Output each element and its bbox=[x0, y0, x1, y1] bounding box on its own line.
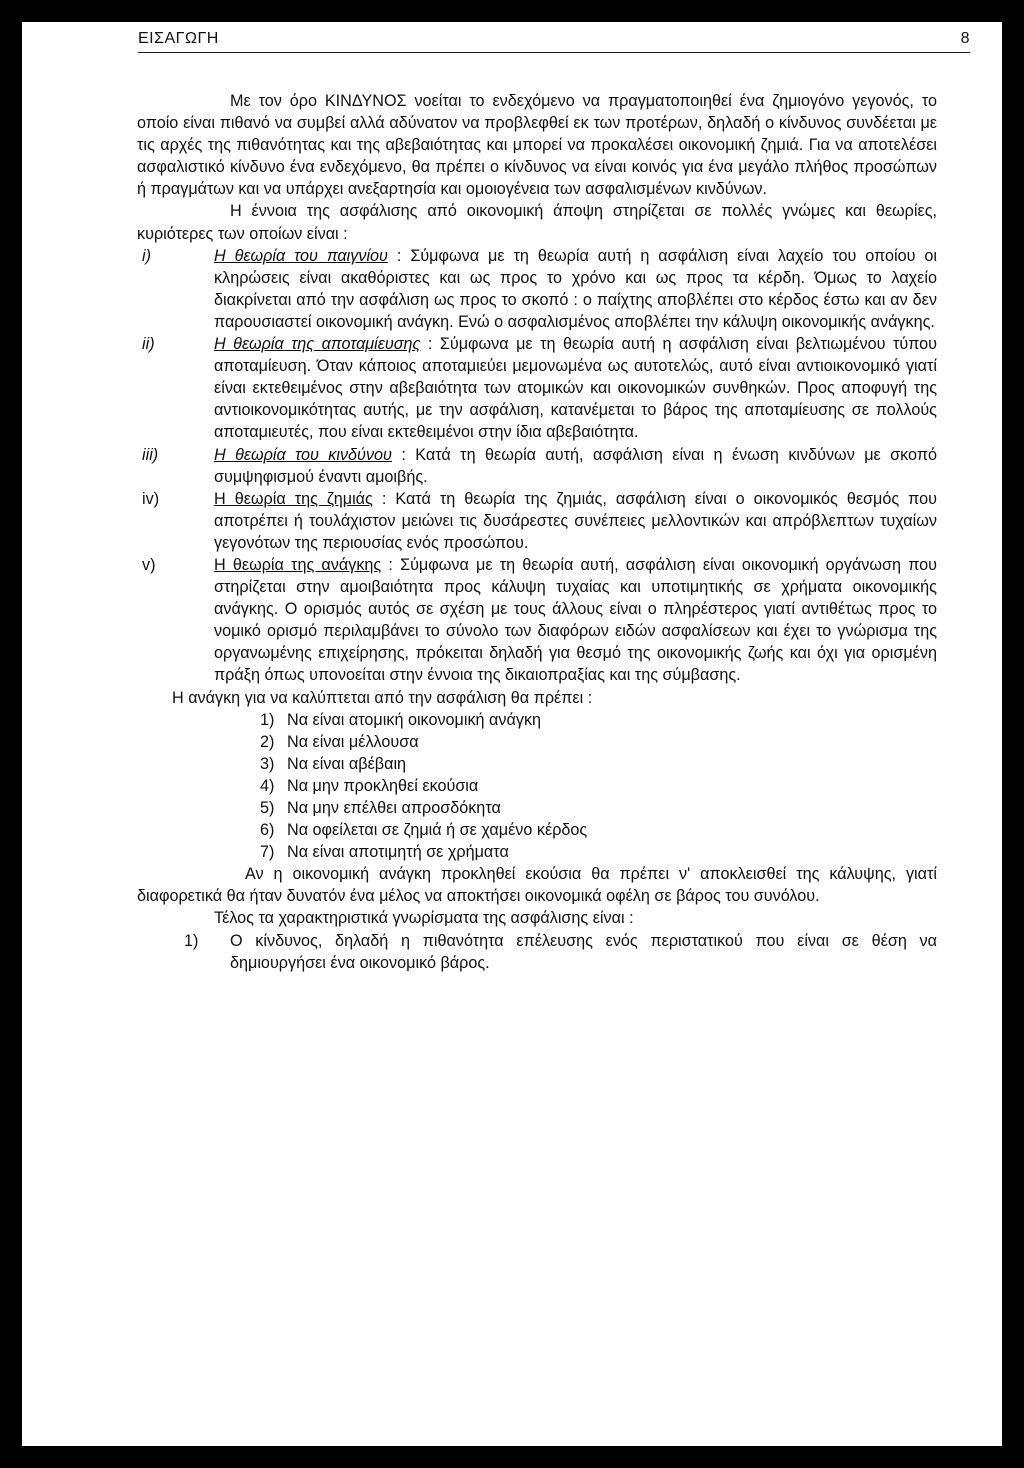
theory-item bbox=[137, 554, 937, 687]
theory-marker: v) bbox=[142, 555, 156, 574]
need-item bbox=[137, 753, 937, 775]
characteristic-item bbox=[137, 930, 937, 974]
theory-text: : Σύμφωνα με τη θεωρία αυτή, ασφάλιση είναι οικονομική οργάνωση που στηρίζεται στην αμοιβαιότητα προς κάλυψη τυχαίας και υποτιμητικής σε χρήματα οικονομικής ανάγκης. Ο ορισμός αυτός σε σχέση με τους άλλους είναι ο πληρέστερος γιατί αντιθέτως προς το νομικό ορισμό περιλαμβάνει το σύνολο των διαφόρων ειδών ασφαλίσεων και έχει το γνώρισμα της οργανωμένης επιχείρησης, πρόκειται δηλαδή για θεσμό της οικονομικής ζωής και όχι για ορισμένη πράξη όπως υπονοείται στην έννοια της δικαιοπραξίας και της σύμβασης. bbox=[214, 555, 937, 685]
need-item bbox=[137, 841, 937, 863]
exclusion-paragraph: Αν η οικονομική ανάγκη προκληθεί εκούσια θα πρέπει ν' αποκλεισθεί της κάλυψης, γιατί διαφορετικά θα ήταν δυνατόν ένα μέλος να αποκτήσει οικονομικά οφέλη σε βάρος του συνόλου. bbox=[137, 865, 937, 906]
theory-name: Η θεωρία του κινδύνου bbox=[214, 445, 392, 464]
page-header bbox=[138, 28, 970, 53]
need-number: 4) bbox=[260, 776, 275, 795]
need-number: 3) bbox=[260, 754, 275, 773]
need-item bbox=[137, 819, 937, 841]
page-body bbox=[137, 90, 937, 974]
need-text: Να είναι μέλλουσα bbox=[287, 732, 419, 751]
theory-text: : Σύμφωνα με τη θεωρία αυτή η ασφάλιση είναι λαχείο του οποίου οι κληρώσεις είναι ακαθόριστες και ως προς το χρόνο και ως προς τα κέρδη. Όμως το λαχείο διακρίνεται από την ασφάλιση ως προς το σκοπό : ο παίχτης αποβλέπει στο κέρδος έστω και αν δεν παρουσιαστεί οικονομική ανάγκη. Ενώ ο ασφαλισμένος αποβλέπει την κάλυψη οικονομικής ανάγκης. bbox=[214, 246, 937, 331]
theory-marker: iii) bbox=[142, 445, 159, 464]
need-item bbox=[137, 709, 937, 731]
theory-marker: iv) bbox=[142, 489, 160, 508]
theory-text: : Κατά τη θεωρία της ζημιάς, ασφάλιση είναι ο οικονομικός θεσμός που αποτρέπει ή τουλάχιστον μειώνει τις δυσάρεστες συνέπειες μελλοντικών και απρόβλεπτων τυχαίων γεγονότων της περιουσίας ενός προσώπου. bbox=[214, 489, 937, 552]
need-number: 2) bbox=[260, 732, 275, 751]
theory-name: Η θεωρία της ζημιάς bbox=[214, 489, 373, 508]
theory-name: Η θεωρία της αποταμίευσης bbox=[214, 335, 421, 354]
document-page bbox=[22, 22, 1002, 1446]
theory-name: Η θεωρία της ανάγκης bbox=[214, 555, 382, 574]
theory-text: : Κατά τη θεωρία αυτή, ασφάλιση είναι η ένωση κινδύνων με σκοπό συμψηφισμού έναντι αμοιβής. bbox=[214, 445, 938, 486]
need-number: 6) bbox=[260, 821, 275, 840]
theory-item bbox=[137, 488, 937, 554]
need-number: 1) bbox=[260, 710, 275, 729]
theory-name: Η θεωρία του παιγνίου bbox=[214, 246, 388, 265]
need-text: Να είναι ατομική οικονομική ανάγκη bbox=[287, 710, 542, 729]
theories-list bbox=[137, 245, 937, 687]
need-text: Να οφείλεται σε ζημιά ή σε χαμένο κέρδος bbox=[287, 821, 588, 840]
characteristic-number: 1) bbox=[184, 931, 199, 950]
need-text: Να είναι αβέβαιη bbox=[287, 754, 407, 773]
characteristics-intro: Τέλος τα χαρακτηριστικά γνωρίσματα της ασφάλισης είναι : bbox=[214, 909, 634, 928]
needs-list bbox=[137, 709, 937, 864]
characteristics-list bbox=[137, 930, 937, 974]
page-number: 8 bbox=[960, 30, 970, 47]
theory-marker: i) bbox=[142, 246, 151, 265]
theory-item bbox=[137, 333, 937, 443]
need-text: Να μην επέλθει απροσδόκητα bbox=[287, 799, 501, 817]
needs-intro: Η ανάγκη για να καλύπτεται από την ασφάλιση θα πρέπει : bbox=[172, 688, 593, 707]
need-number: 5) bbox=[260, 799, 275, 817]
need-item bbox=[137, 731, 937, 753]
theory-item bbox=[137, 245, 937, 333]
need-item bbox=[137, 797, 937, 819]
need-item bbox=[137, 775, 937, 797]
need-text: Να μην προκληθεί εκούσια bbox=[287, 776, 479, 795]
theory-text: : Σύμφωνα με τη θεωρία αυτή η ασφάλιση είναι βελτιωμένου τύπου αποταμίευση. Όταν κάποιος αποταμιεύει μεμονωμένα ως αυτοτελώς, αυτό είναι αντιοικονομικό γιατί είναι εκτεθειμένος στην αβεβαιότητα των ατομικών και οικονομικών συνθηκών. Προς αποφυγή της αντιοικονομικότητας αυτής, με την ασφάλιση, κατανέμεται το βάρος της αποταμίευσης σε πολλούς αποταμιευτές, που είναι εκτεθειμένοι στην ίδια αβεβαιότητα. bbox=[214, 335, 937, 442]
need-number: 7) bbox=[260, 843, 275, 862]
intro-paragraph: Με τον όρο ΚΙΝΔΥΝΟΣ νοείται το ενδεχόμενο να πραγματοποιηθεί ένα ζημιογόνο γεγονός, το οποίο είναι πιθανό να συμβεί αλλά αδύνατον να προβλεφθεί εκ των προτέρων, δηλαδή ο κίνδυνος συνδέεται με τις αρχές της πιθανότητας και της αβεβαιότητας και μπορεί να προκαλέσει οικονομική ζημιά. Για να αποτελέσει ασφαλιστικό κίνδυνο ένα ενδεχόμενο, θα πρέπει ο κίνδυνος να είναι κοινός για ένα μεγάλο πλήθος προσώπων ή πραγμάτων και να υπάρχει ανεξαρτησία και ομοιογένεια των ασφαλισμένων κινδύνων. bbox=[137, 92, 937, 199]
theories-intro: Η έννοια της ασφάλισης από οικονομική άποψη στηρίζεται σε πολλές γνώμες και θεωρίες, κυριότερες των οποίων είναι : bbox=[137, 202, 937, 243]
chapter-title: ΕΙΣΑΓΩΓΗ bbox=[138, 30, 219, 47]
need-text: Να είναι αποτιμητή σε χρήματα bbox=[287, 843, 509, 862]
theory-item bbox=[137, 444, 937, 488]
theory-marker: ii) bbox=[142, 335, 155, 354]
characteristic-text: Ο κίνδυνος, δηλαδή η πιθανότητα επέλευσης ενός περιστατικού που είναι σε θέση να δημιουργήσει ένα οικονομικό βάρος. bbox=[230, 931, 937, 972]
